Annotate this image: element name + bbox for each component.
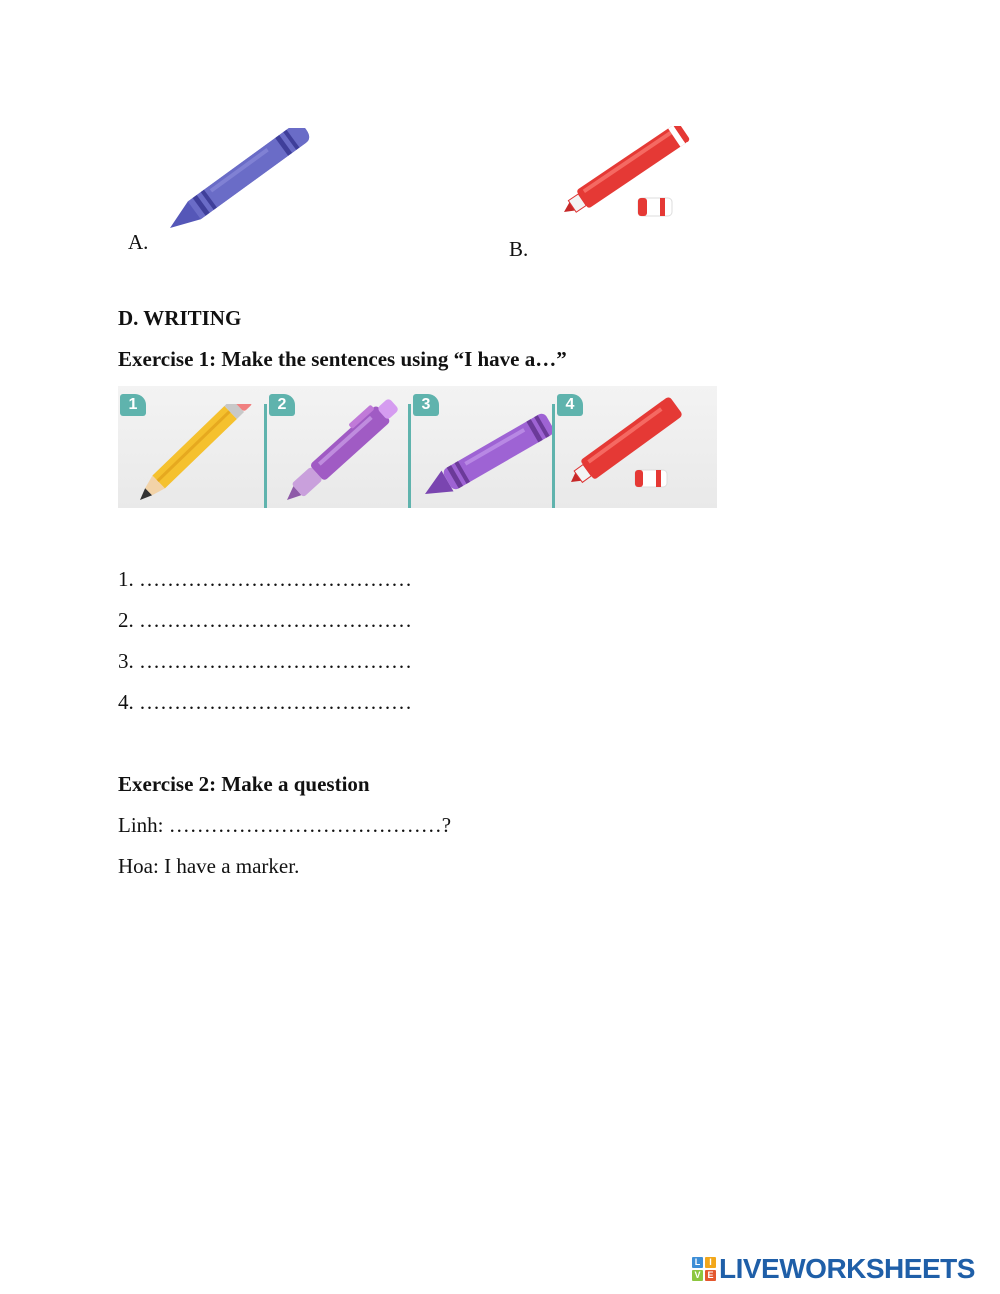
picture-panel-2 — [267, 386, 413, 508]
answer-line-4[interactable]: 4. ………………………………… — [118, 690, 412, 714]
logo-letter: V — [692, 1270, 703, 1281]
pencil-image — [136, 404, 261, 508]
answer-line-2[interactable]: 2. ………………………………… — [118, 608, 412, 632]
badge-1: 1 — [120, 394, 146, 416]
exercise2-title: Exercise 2: Make a question — [118, 772, 370, 796]
marker-image — [558, 126, 693, 226]
answer-line-1[interactable]: 1. ………………………………… — [118, 567, 412, 591]
option-b-label: B. — [509, 237, 529, 261]
marker-image — [565, 396, 690, 496]
badge-3: 3 — [413, 394, 439, 416]
pen-image — [281, 396, 411, 508]
liveworksheets-logo — [692, 1254, 975, 1284]
hoa-answer-line: Hoa: I have a marker. — [118, 854, 300, 878]
option-a-label: A. — [128, 230, 149, 254]
crayon-image — [419, 400, 559, 500]
logo-letter: I — [705, 1257, 716, 1268]
picture-panel-4 — [555, 386, 717, 508]
logo-letter: E — [705, 1270, 716, 1281]
badge-4: 4 — [557, 394, 583, 416]
logo-letter: L — [692, 1257, 703, 1268]
exercise1-title: Exercise 1: Make the sentences using “I have a…” — [118, 347, 567, 371]
answer-line-3[interactable]: 3. ………………………………… — [118, 649, 412, 673]
picture-panel-1 — [118, 386, 264, 508]
picture-panel-3 — [411, 386, 557, 508]
crayon-image — [165, 128, 310, 233]
logo-mark — [692, 1257, 716, 1281]
exercise1-picture-strip — [118, 386, 717, 508]
linh-question-line[interactable]: Linh: …………………………………? — [118, 813, 452, 837]
logo-text: LIVEWORKSHEETS — [719, 1253, 975, 1284]
section-title: D. WRITING — [118, 306, 242, 330]
badge-2: 2 — [269, 394, 295, 416]
